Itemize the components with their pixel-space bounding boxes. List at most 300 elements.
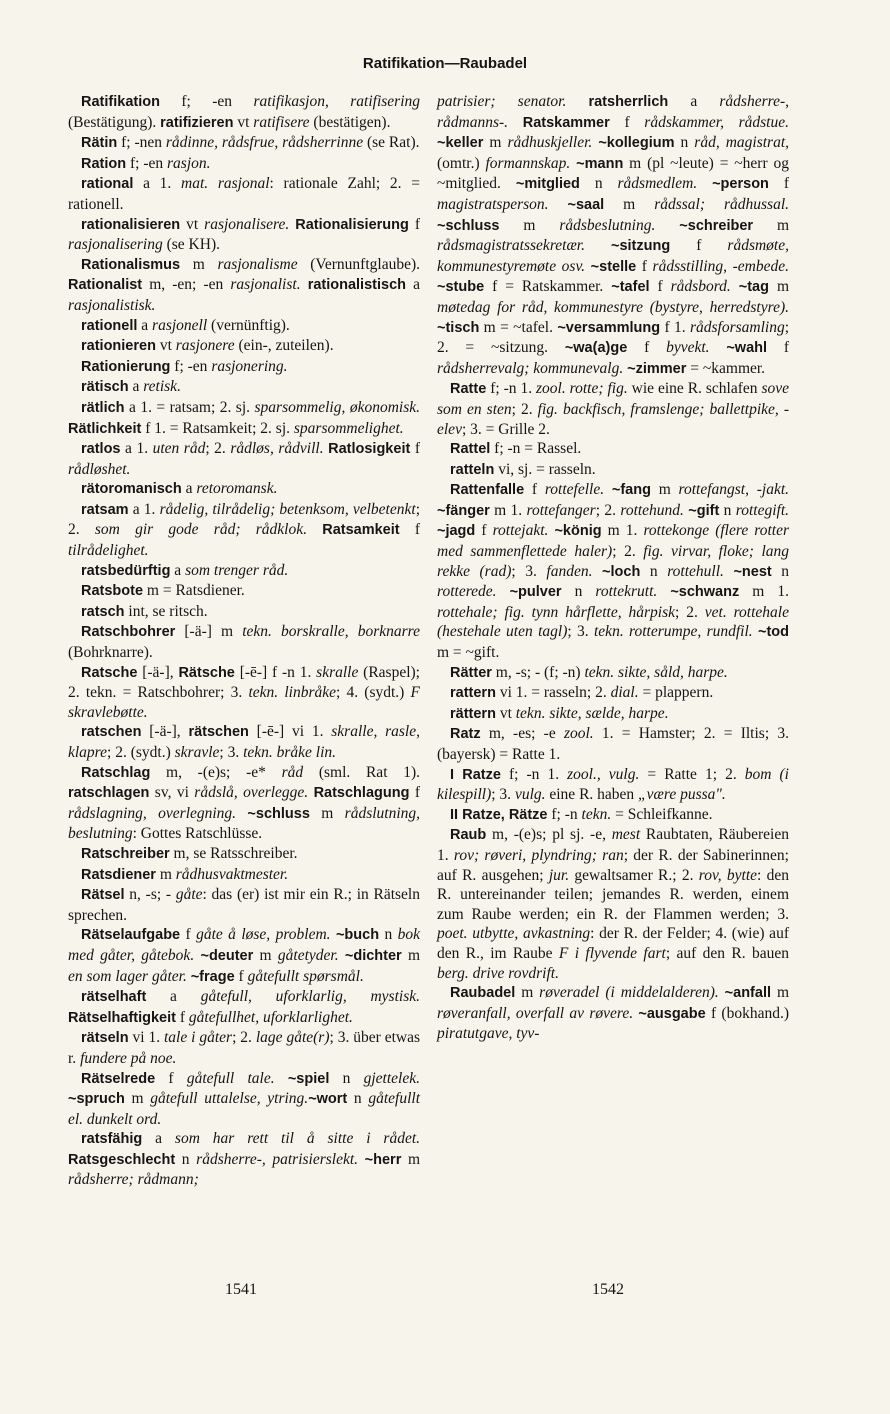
gloss-text <box>508 114 523 131</box>
headword: Rätter <box>450 664 492 681</box>
translation: rådsmøte, kommunestyremøte osv. <box>437 237 789 275</box>
gloss-text: m <box>753 216 790 234</box>
dictionary-entry <box>68 92 420 133</box>
headword: ~mann <box>576 155 624 172</box>
dictionary-entry <box>68 987 420 1028</box>
gloss-text <box>604 481 612 498</box>
gloss-text: (Raspel); 2. tekn. = Ratschbohrer; 3. <box>68 663 420 702</box>
translation: røveranfall, overfall av røvere. <box>437 1004 634 1022</box>
gloss-text: ; 2. = ~sitzung. <box>437 318 790 357</box>
headword: rationalistisch <box>307 277 406 294</box>
gloss-text: f 1. <box>660 318 690 336</box>
translation: rottehale; fig. tynn hårflette, hårpisk <box>437 603 675 621</box>
gloss-text: f <box>155 1069 187 1087</box>
dictionary-entry <box>68 865 420 886</box>
translation: fig. backfisch, framslenge; ballettpike, -elev <box>437 400 789 438</box>
translation: rådslagning, overlegning. <box>68 804 237 822</box>
gloss-text: [-ä-], <box>137 663 179 681</box>
translation: zool., vulg. <box>567 765 640 783</box>
translation: rådsstilling, -embede. <box>652 257 790 275</box>
gloss-text: ; 3. <box>491 786 515 804</box>
translation: råd <box>281 763 304 781</box>
translation: zool. <box>563 725 594 743</box>
gloss-text: vi 1. <box>128 1029 164 1047</box>
gloss-text: [-ä-] m <box>175 623 243 641</box>
headword: rätoromanisch <box>81 481 182 498</box>
gloss-text: [-ē-] vi 1. <box>248 723 332 741</box>
translation: rådhusvaktmester. <box>175 865 289 883</box>
translation: rådelig, tilrådelig; betenksom, velbetenkt <box>159 500 416 518</box>
translation: rasjonering. <box>211 357 288 375</box>
gloss-text: m <box>401 946 421 964</box>
translation: rådinne, rådsfrue, rådsherrinne <box>165 134 364 152</box>
gloss-text: : das (er) ist mir ein R.; in Rätseln sprechen. <box>68 886 420 924</box>
gloss-text: m, -es; -e <box>480 725 564 743</box>
dictionary-entry <box>68 479 420 500</box>
headword: rätschen <box>188 724 249 741</box>
headword: ~fänger <box>437 502 490 519</box>
gloss-text: a <box>128 378 144 396</box>
gloss-text: m <box>124 1090 151 1108</box>
dictionary-entry <box>437 805 789 826</box>
translation: tekn. sikte, sælde, harpe. <box>515 704 669 722</box>
translation: tilrådelighet. <box>68 542 149 560</box>
translation: gåtefullhet, uforklarlighet. <box>188 1008 353 1026</box>
gloss-text: ; 3. <box>219 744 244 761</box>
gloss-text: 1. = Hamster; 2. = Iltis; 3. (bayersk) = Ratte 1. <box>437 725 790 763</box>
headword: Ratschlag <box>81 764 151 781</box>
gloss-text: f <box>670 237 728 255</box>
gloss-text: m <box>515 984 540 1002</box>
gloss-text: f <box>649 278 671 296</box>
gloss-text: a 1. <box>120 440 153 458</box>
gloss-text <box>657 583 670 600</box>
dictionary-entry <box>68 215 420 255</box>
headword: ~schluss <box>247 805 310 822</box>
dictionary-entry <box>68 1069 420 1130</box>
gloss-text: ; 2. <box>595 501 621 519</box>
translation: lage gåte(r) <box>255 1029 330 1047</box>
translation: zool. rotte; fig. <box>536 380 628 398</box>
headword: Rattel <box>450 441 491 458</box>
dictionary-entry <box>68 885 420 925</box>
dictionary-entry <box>68 336 420 357</box>
gloss-text: m 1. <box>739 583 790 601</box>
dictionary-entry <box>68 357 420 378</box>
headword: Rattenfalle <box>450 482 525 499</box>
headword: ~gift <box>688 502 720 519</box>
gloss-text: sv, vi <box>149 784 195 802</box>
headword: Rätsel <box>81 887 125 904</box>
gloss-text <box>697 175 712 192</box>
headword: rätlich <box>81 399 125 416</box>
gloss-text: f <box>234 967 248 985</box>
gloss-text: n <box>719 501 736 519</box>
headword: ~fang <box>611 482 651 499</box>
headword: ratifizieren <box>160 114 234 131</box>
gloss-text: a <box>668 93 720 110</box>
translation: rasjonalisering <box>68 236 163 254</box>
translation: rådsherre-, rådmanns-. <box>437 93 789 131</box>
gloss-text: f; -n 1. <box>486 380 537 398</box>
gloss-text: m 1. <box>489 501 527 519</box>
gloss-text <box>731 278 739 295</box>
translation: som har rett til å sitte i rådet. <box>174 1130 421 1148</box>
gloss-text: m <box>768 278 790 296</box>
gloss-text: = Schleifkanne. <box>611 805 713 823</box>
gloss-text: f <box>636 257 653 275</box>
gloss-text: [-ē-] f -n 1. <box>234 663 317 681</box>
headword: Ratifikation <box>81 94 160 110</box>
dictionary-entry <box>68 133 420 154</box>
translation: rottekonge (flere rotter med sammenflettede haler) <box>437 522 789 561</box>
gloss-text: a 1. <box>128 500 160 518</box>
translation: rasjonalist. <box>230 276 301 294</box>
gloss-text: f <box>627 339 667 357</box>
gloss-text: ; 2. <box>232 1029 256 1047</box>
headword: Ratte <box>450 381 487 398</box>
dictionary-entry <box>68 602 420 623</box>
gloss-text: n <box>579 175 618 193</box>
headword: ~loch <box>602 563 641 580</box>
dictionary-entry <box>68 622 420 662</box>
translation: vet. rottehale (hestehale uten tagl) <box>437 603 789 641</box>
gloss-text: (Vernunftglaube). <box>297 255 421 273</box>
gloss-text: ; der R. der Sabinerinnen; auf R. ausgehen; <box>437 846 789 884</box>
translation: rådsmagistratssekretær. <box>437 237 585 255</box>
headword: ~tafel <box>611 279 650 296</box>
gloss-text: a 1. = ratsam; 2. sj. <box>124 398 255 416</box>
gloss-text: vi, sj. = rasseln. <box>494 460 596 478</box>
headword: Rätselaufgabe <box>81 927 181 944</box>
dictionary-entry <box>437 765 789 805</box>
translation: en som lager gåter. <box>68 967 187 985</box>
headword: ~schluss <box>437 217 500 234</box>
headword: rattern <box>450 685 496 702</box>
dictionary-entry <box>68 561 420 582</box>
headword: ~nest <box>733 563 772 580</box>
dictionary-entry <box>437 825 789 983</box>
headword: ~tag <box>738 279 769 296</box>
gloss-text: : Gottes Ratschlüsse. <box>132 825 263 843</box>
translation: patrisier; senator. <box>437 93 567 110</box>
gloss-text: ; 3. über etwas r. <box>68 1029 420 1067</box>
dictionary-entry <box>437 379 789 439</box>
headword: ~wort <box>308 1091 348 1108</box>
translation: „være pussa". <box>638 786 726 804</box>
headword: ratsam <box>81 501 129 518</box>
dictionary-entry <box>437 704 789 725</box>
gloss-text: m, -(e)s; -e* <box>150 763 282 781</box>
translation: rådsforsamling <box>689 318 785 336</box>
gloss-text: m <box>155 865 176 883</box>
gloss-text: f; -n 1. <box>500 765 568 783</box>
dictionary-entry <box>68 663 420 723</box>
translation: F i flyvende fart <box>558 944 666 962</box>
translation: mest <box>611 826 641 844</box>
gloss-text: ; 3. <box>511 562 547 580</box>
translation: rasjonalisme <box>217 255 298 273</box>
gloss-text <box>724 563 734 580</box>
dictionary-entry <box>68 377 420 398</box>
headword: Ratsche <box>81 664 138 681</box>
translation: poet. utbytte, avkastning <box>437 925 591 943</box>
dictionary-entry <box>68 925 420 987</box>
gloss-text: ; 2. <box>205 440 231 458</box>
gloss-text: m <box>309 804 345 822</box>
headword: Rationalisierung <box>295 216 409 233</box>
gloss-text: f 1. = Ratsamkeit; 2. sj. <box>141 419 294 437</box>
translation: F skravlebøtte. <box>68 684 421 721</box>
gloss-text: vt <box>155 337 176 355</box>
dictionary-entry <box>437 439 789 460</box>
translation: piratutgave, tyv- <box>437 1025 540 1043</box>
translation: berg. drive rovdrift. <box>437 964 559 982</box>
translation: sparsommelig, økonomisk. <box>254 398 420 416</box>
gloss-text: n <box>771 562 790 580</box>
translation: gjettelek. <box>363 1069 420 1087</box>
translation: tekn. sikte, såld, harpe. <box>584 663 728 681</box>
translation: bok med gåter, gåtebok. <box>68 926 421 964</box>
translation: rottefanger <box>526 501 596 519</box>
translation: rottekrutt. <box>595 583 658 601</box>
gloss-text: f (bokhand.) <box>705 1004 789 1022</box>
running-head: Ratifikation—Raubadel <box>362 55 528 72</box>
dictionary-entry <box>437 663 789 684</box>
headword: Ratschbohrer <box>81 624 176 641</box>
headword: ~schwanz <box>670 584 740 601</box>
gloss-text: = plappern. <box>638 684 714 702</box>
headword: Rationalismus <box>81 256 181 273</box>
dictionary-entry <box>437 683 789 704</box>
gloss-text <box>585 237 611 254</box>
headword: ~person <box>712 176 769 193</box>
headword: ~deuter <box>200 947 254 964</box>
translation: tekn. rotterumpe, rundfil. <box>594 623 753 641</box>
gloss-text: (Bohrknarre). <box>68 644 153 662</box>
gloss-text: n <box>329 1069 364 1087</box>
translation: gåtefullt spørsmål. <box>247 967 364 985</box>
headword: ~schreiber <box>679 217 754 234</box>
translation: råd, magistrat, <box>694 134 790 152</box>
gloss-text: m <box>604 195 655 213</box>
translation: rasjonell <box>152 316 208 334</box>
dictionary-entry <box>68 154 420 175</box>
gloss-text: gewaltsamer R.; 2. <box>569 866 699 884</box>
gloss-text: a <box>142 1130 175 1148</box>
translation: fig. virvar, floke; lang rekke (rad) <box>437 543 789 580</box>
headword: ~ausgabe <box>638 1005 706 1022</box>
gloss-text: [-ä-], <box>141 723 189 741</box>
headword: Ratsamkeit <box>322 522 400 539</box>
gloss-text: vi 1. = rasseln; 2. <box>495 684 611 702</box>
translation: møtedag for råd, kommunestyre (bystyre, herredstyre). <box>437 298 789 316</box>
headword: rationell <box>81 317 138 334</box>
gloss-text: ; auf den R. bauen <box>665 944 789 962</box>
gloss-text: f <box>180 926 197 944</box>
translation: rasjonalisere. <box>204 215 290 233</box>
headword: ratsch <box>81 603 125 620</box>
gloss-text: f; -n = Rassel. <box>490 440 582 458</box>
gloss-text: m 1. <box>601 522 644 540</box>
gloss-text <box>710 339 727 356</box>
dictionary-entry <box>437 724 789 764</box>
translation: bom (i kilespill) <box>437 765 789 804</box>
translation: rov, bytte <box>698 866 758 884</box>
dictionary-entry <box>437 92 789 379</box>
gloss-text: m <box>180 255 218 273</box>
gloss-text <box>655 217 679 234</box>
gloss-text: ; 2. <box>612 543 644 561</box>
headword: ratschen <box>81 724 142 741</box>
translation: formannskap. <box>485 154 571 172</box>
headword: Rätsche <box>178 664 235 681</box>
gloss-text: int, se ritsch. <box>124 602 208 620</box>
gloss-text: a 1. <box>133 175 182 193</box>
dictionary-entry <box>68 174 420 214</box>
gloss-text <box>566 93 588 110</box>
translation: rådsherre; rådmann; <box>68 1171 199 1189</box>
gloss-text: f <box>767 339 789 357</box>
dictionary-entry <box>68 763 420 844</box>
gloss-text: f <box>524 481 545 499</box>
headword: ~wa(a)ge <box>564 340 628 357</box>
translation: tekn. linbråke <box>248 684 336 702</box>
page-number-left: 1541 <box>225 1281 257 1298</box>
gloss-text: (omtr.) <box>437 154 486 172</box>
translation: jur. <box>548 866 570 884</box>
gloss-text: ; 3. <box>567 623 594 641</box>
translation: rådsbord. <box>670 278 731 296</box>
translation: skravle <box>174 744 220 761</box>
translation: gåtefull uttalelse, ytring. <box>150 1090 309 1108</box>
translation: rådskammer, rådstue. <box>644 113 789 131</box>
gloss-text: m <box>499 216 560 234</box>
translation: rasjonere <box>175 337 235 355</box>
gloss-text: (se Rat). <box>363 134 420 152</box>
gloss-text: m, -en; -en <box>142 276 231 294</box>
gloss-text: m <box>253 946 278 964</box>
translation: ratifikasjon, ratifisering <box>253 93 420 110</box>
translation: rådslå, overlegge. <box>194 784 309 802</box>
translation: rådsmedlem. <box>617 175 698 193</box>
gloss-text <box>301 276 308 293</box>
translation: sparsommelighet. <box>293 419 404 437</box>
headword: Rätselrede <box>81 1070 156 1087</box>
headword: ~zimmer <box>627 360 687 377</box>
gloss-text: n <box>561 583 596 601</box>
gloss-text: f <box>408 215 421 233</box>
gloss-text: f; -en <box>126 154 167 172</box>
headword: ~buch <box>335 927 380 944</box>
translation: magistratsperson. <box>437 195 549 213</box>
translation: rådhuskjeller. <box>507 134 593 152</box>
headword: ratlos <box>81 441 121 458</box>
gloss-text: ; 2. <box>511 400 538 418</box>
translation: rådløshet. <box>68 460 131 478</box>
headword: Ratz <box>450 726 481 743</box>
gloss-text: m (pl ~leute) = ~herr og ~mitglied. <box>437 154 789 193</box>
headword: Ratsbote <box>81 583 144 600</box>
gloss-text: ; 2. <box>675 603 705 621</box>
translation: som gir gode råd; rådklok. <box>94 521 307 539</box>
gloss-text <box>307 521 322 538</box>
gloss-text: f <box>410 440 420 458</box>
translation: skralle <box>316 663 359 681</box>
headword: ~herr <box>364 1151 402 1168</box>
gloss-text: m <box>771 984 789 1002</box>
headword: ~sitzung <box>611 238 671 255</box>
gloss-text: f; -n <box>547 805 582 823</box>
gloss-text: (sml. Rat 1). <box>303 763 420 781</box>
headword: rätisch <box>81 379 129 396</box>
translation: skralle, rasle, klapre <box>68 723 420 761</box>
headword: I Ratze <box>450 766 501 783</box>
dictionary-entry <box>68 1129 420 1190</box>
gloss-text: n <box>640 562 668 580</box>
gloss-text: m, -(e)s; pl sj. -e, <box>486 826 612 844</box>
headword: ~stelle <box>590 258 637 275</box>
headword: ~keller <box>437 135 484 152</box>
translation: sove som en sten <box>437 380 789 418</box>
gloss-text: : den R. untereinander teilen; jemandes R. werden, einem zum Raube werden; ein R. der Flammen werden; 3. <box>437 866 789 923</box>
translation: gåtefull, uforklarlig, mystisk. <box>200 988 420 1006</box>
translation: rådssal; rådhussal. <box>654 195 790 213</box>
gloss-text: ; 4. (sydt.) <box>336 684 411 702</box>
gloss-text: m = ~gift. <box>437 644 500 662</box>
gloss-text: (se KH). <box>162 236 220 254</box>
gloss-text: a <box>146 988 201 1006</box>
translation: rådløs, rådvill. <box>230 440 324 458</box>
headword: ~pulver <box>509 584 562 601</box>
headword: Raubadel <box>450 985 516 1002</box>
headword: Ratlosigkeit <box>328 441 411 458</box>
headword: II Ratze, Rätze <box>450 806 548 823</box>
translation: rottehund. <box>620 501 684 519</box>
gloss-text: Raubtaten, Räubereien 1. <box>437 826 789 864</box>
translation: rov; røveri, plyndring; ran <box>453 846 624 864</box>
gloss-text: m <box>650 481 679 499</box>
dictionary-entry <box>68 844 420 865</box>
gloss-text: m, se Ratsschreiber. <box>169 844 298 862</box>
translation: rådsherrevalg; kommunevalg. <box>437 359 624 377</box>
headword: ~stube <box>437 279 485 296</box>
gloss-text: n <box>175 1150 197 1168</box>
gloss-text: a <box>181 480 197 498</box>
headword: Ratskammer <box>522 114 610 131</box>
gloss-text: ; 2. (sydt.) <box>107 744 175 761</box>
translation: uten råd <box>152 440 206 458</box>
translation: tale i gåter <box>163 1029 233 1047</box>
translation: fundere på noe. <box>80 1049 177 1067</box>
headword: Rätlichkeit <box>68 420 142 437</box>
translation: gåte å løse, problem. <box>196 926 331 944</box>
gloss-text: wie eine R. schlafen <box>627 380 762 398</box>
gloss-text: n <box>347 1090 369 1108</box>
gloss-text: : der R. der Felder; 4. (wie) auf den R., im Raube <box>437 925 789 962</box>
dictionary-entry <box>68 255 420 316</box>
headword: ~tod <box>758 624 790 641</box>
right-column <box>437 92 789 1044</box>
gloss-text: = ~kammer. <box>686 359 766 377</box>
gloss-text <box>549 196 568 213</box>
headword: Rationierung <box>81 358 171 375</box>
translation: rottefangst, -jakt. <box>678 481 790 499</box>
headword: ~kollegium <box>598 135 675 152</box>
gloss-text: ; 2. <box>68 500 420 539</box>
headword: rational <box>81 176 134 193</box>
gloss-text: eine R. haben <box>545 786 639 804</box>
